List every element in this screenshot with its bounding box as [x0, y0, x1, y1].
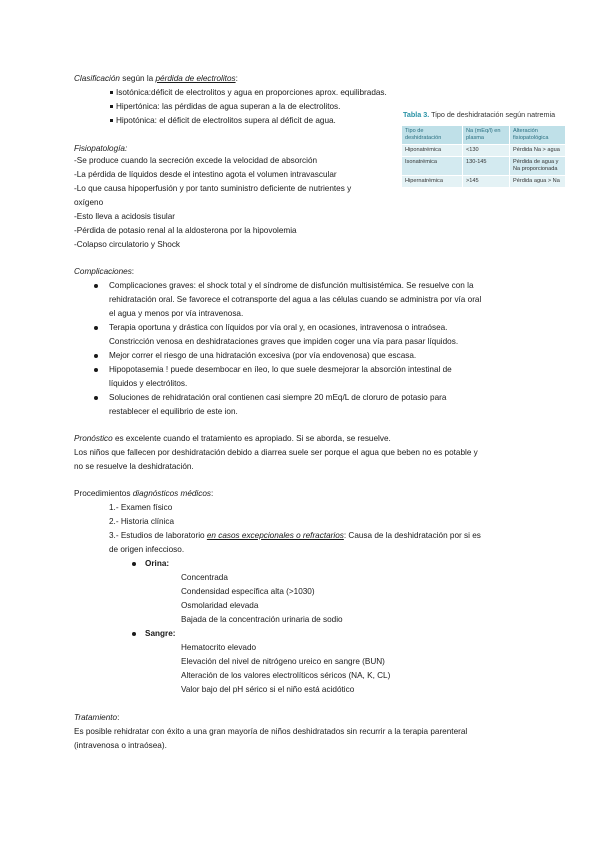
complicaciones-line: líquidos y electrólitos.: [109, 379, 188, 388]
fisiopatologia-line: oxígeno: [74, 198, 104, 207]
bullet-icon: [132, 632, 136, 636]
table-row: [402, 157, 566, 176]
clasificacion-item: Hipotónica: el déficit de electrolitos supera al déficit de agua.: [116, 116, 336, 125]
procedimientos-step: 3.- Estudios de laboratorio en casos excepcionales o refractarios: Causa de la deshidratación por si es: [109, 531, 481, 540]
table-cell: Pérdida agua > Na: [510, 176, 566, 188]
procedimientos-step: 1.- Examen físico: [109, 503, 173, 512]
table-cell: Isonatrémica: [402, 157, 463, 176]
table-header: Na (mEq/l) en plasma: [463, 126, 510, 145]
table-cell: <130: [463, 145, 510, 157]
table-row: [402, 145, 566, 157]
complicaciones-line: Hipopotasemia ! puede desembocar en íleo, lo que suele desmejorar la absorción intestinal de: [109, 365, 452, 374]
complicaciones-line: restablecer el equilibrio de este ion.: [109, 407, 238, 416]
fisiopatologia-line: -Pérdida de potasio renal al la aldosterona por la hipovolemia: [74, 226, 297, 235]
bullet-icon: [110, 119, 113, 122]
complicaciones-heading: Complicaciones:: [74, 267, 135, 276]
orina-item: Osmolaridad elevada: [181, 601, 259, 610]
table-cell: Hipernatrémica: [402, 176, 463, 188]
fisiopatologia-line: -La pérdida de líquidos desde el intestino agota el volumen intravascular: [74, 170, 337, 179]
table-cell: >145: [463, 176, 510, 188]
pronostico-line: Pronóstico es excelente cuando el tratamiento es apropiado. Si se aborda, se resuelve.: [74, 434, 391, 443]
complicaciones-line: el agua y menos por vía intravenosa.: [109, 309, 244, 318]
bullet-icon: [94, 284, 98, 288]
table-cell: Pérdida Na > agua: [510, 145, 566, 157]
sangre-item: Valor bajo del pH sérico si el niño está acidótico: [181, 685, 355, 694]
orina-label: Orina:: [145, 559, 170, 568]
procedimientos-heading: Procedimientos diagnósticos médicos:: [74, 489, 214, 498]
fisiopatologia-line: -Colapso circulatorio y Shock: [74, 240, 181, 249]
pronostico-line: no se resuelve la deshidratación.: [74, 462, 194, 471]
sangre-item: Hematocrito elevado: [181, 643, 257, 652]
procedimientos-step: de origen infeccioso.: [109, 545, 185, 554]
sangre-item: Alteración de los valores electrolíticos séricos (NA, K, CL): [181, 671, 391, 680]
fisiopatologia-line: -Lo que causa hipoperfusión y por tanto suministro deficiente de nutrientes y: [74, 184, 352, 193]
table-header: Alteración fisiopatológica: [510, 126, 566, 145]
table-caption: Tabla 3. Tipo de deshidratación según natremia: [403, 110, 556, 119]
complicaciones-line: Complicaciones graves: el shock total y el síndrome de disfunción multisistémica. Se resuelve con la: [109, 281, 474, 290]
tratamiento-heading: Tratamiento:: [74, 713, 120, 722]
procedimientos-step: 2.- Historia clínica: [109, 517, 175, 526]
bullet-icon: [94, 354, 98, 358]
complicaciones-line: rehidratación oral. Se favorece el cotransporte del agua a las células cuando se administra por vía oral: [109, 295, 482, 304]
complicaciones-line: Mejor correr el riesgo de una hidratación excesiva (por vía endovenosa) que escasa.: [109, 351, 417, 360]
clasificacion-item: Isotónica:déficit de electrolitos y agua en proporciones aprox. equilibradas.: [116, 88, 387, 97]
tratamiento-line: Es posible rehidratar con éxito a una gran mayoría de niños deshidratados sin recurrir a la terapia parenteral: [74, 727, 468, 736]
fisiopatologia-heading: Fisiopatología:: [74, 144, 128, 153]
bullet-icon: [110, 105, 113, 108]
sangre-label: Sangre:: [145, 629, 176, 638]
bullet-icon: [94, 396, 98, 400]
orina-item: Condensidad específica alta (>1030): [181, 587, 315, 596]
clasificacion-item: Hipertónica: las pérdidas de agua superan a la de electrolitos.: [116, 102, 341, 111]
table-cell: 130-145: [463, 157, 510, 176]
dehydration-table: [402, 126, 566, 187]
clasificacion-heading: Clasificación según la pérdida de electrolitos:: [74, 74, 238, 83]
pronostico-line: Los niños que fallecen por deshidratación debido a diarrea suele ser porque el agua que beben no es potable y: [74, 448, 478, 457]
bullet-icon: [110, 91, 113, 94]
fisiopatologia-line: -Esto lleva a acidosis tisular: [74, 212, 176, 221]
table-header: Tipo de deshidratación: [402, 126, 463, 145]
table-cell: Pérdida de agua y Na proporcionada: [510, 157, 566, 176]
fisiopatologia-line: -Se produce cuando la secreción excede la velocidad de absorción: [74, 156, 318, 165]
table-cell: Hiponatrémica: [402, 145, 463, 157]
sangre-item: Elevación del nivel de nitrógeno ureico en sangre (BUN): [181, 657, 385, 666]
complicaciones-line: Terapia oportuna y drástica con líquidos por vía oral y, en ocasiones, intravenosa o intraósea.: [109, 323, 448, 332]
bullet-icon: [94, 368, 98, 372]
bullet-icon: [94, 326, 98, 330]
table-row: [402, 176, 566, 188]
complicaciones-line: Soluciones de rehidratación oral contienen casi siempre 20 mEq/L de cloruro de potasio para: [109, 393, 447, 402]
bullet-icon: [132, 562, 136, 566]
table-header-row: [402, 126, 566, 145]
tratamiento-line: (intravenosa o intraósea).: [74, 741, 167, 750]
orina-item: Bajada de la concentración urinaria de sodio: [181, 615, 343, 624]
complicaciones-line: Constricción venosa en deshidrataciones graves que impiden coger una vía para pasar líquidos.: [109, 337, 459, 346]
orina-item: Concentrada: [181, 573, 228, 582]
